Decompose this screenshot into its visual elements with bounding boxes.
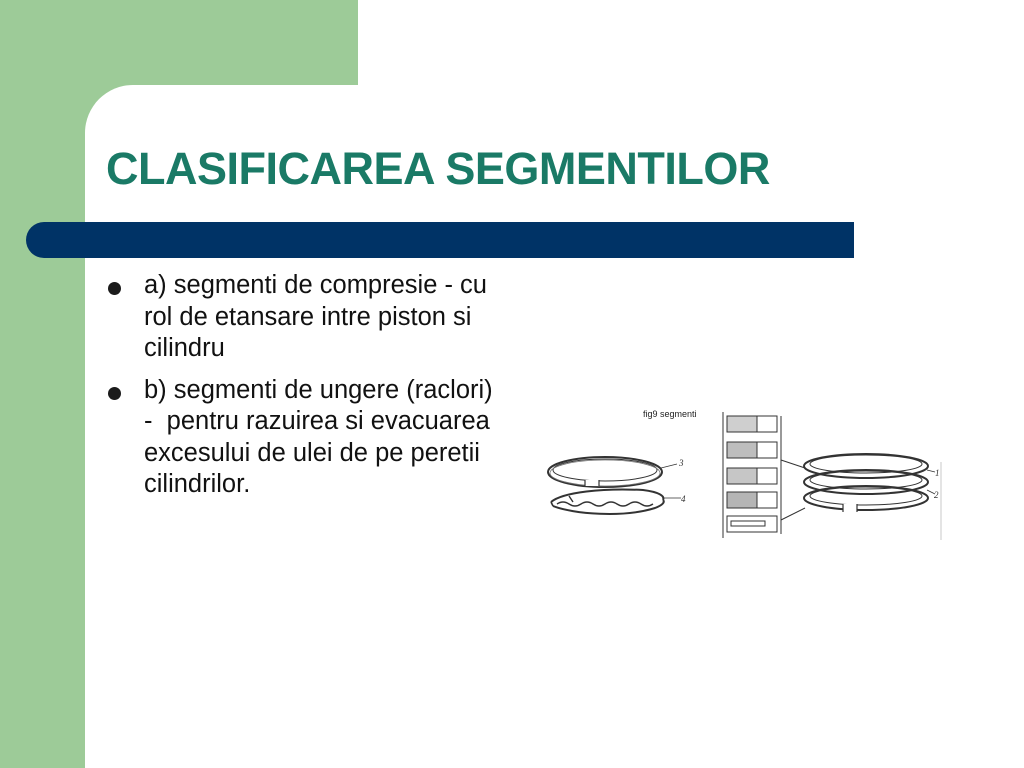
bullet-text: b) segmenti de ungere (raclori) - pentru razuirea si evacuarea excesului de ulei de pe peretii cilindrilor. xyxy=(144,375,500,498)
stacked-rings-icon xyxy=(804,454,941,540)
figure-caption: fig9 segmenti xyxy=(643,409,697,419)
piston-rings-drawing xyxy=(543,402,945,544)
slide-title: CLASIFICAREA SEGMENTILOR xyxy=(106,143,770,194)
bullet-dot-icon xyxy=(108,282,121,295)
title-underline-bar xyxy=(26,222,854,258)
bullet-item xyxy=(104,270,504,365)
ring-label-2: 2 xyxy=(934,490,939,500)
piston-rings-figure xyxy=(543,402,945,544)
ring-label-3: 3 xyxy=(679,458,684,468)
compression-ring-icon xyxy=(548,457,677,487)
bullet-dot-icon xyxy=(108,387,121,400)
bullet-text: a) segmenti de compresie - cu rol de etansare intre piston si cilindru xyxy=(144,271,495,362)
ring-label-1: 1 xyxy=(935,468,940,478)
bullet-list xyxy=(104,270,504,511)
bullet-item xyxy=(104,375,504,501)
ring-cross-section-icon xyxy=(723,412,805,538)
oil-scraper-ring-icon xyxy=(551,490,681,514)
ring-label-4: 4 xyxy=(681,494,686,504)
